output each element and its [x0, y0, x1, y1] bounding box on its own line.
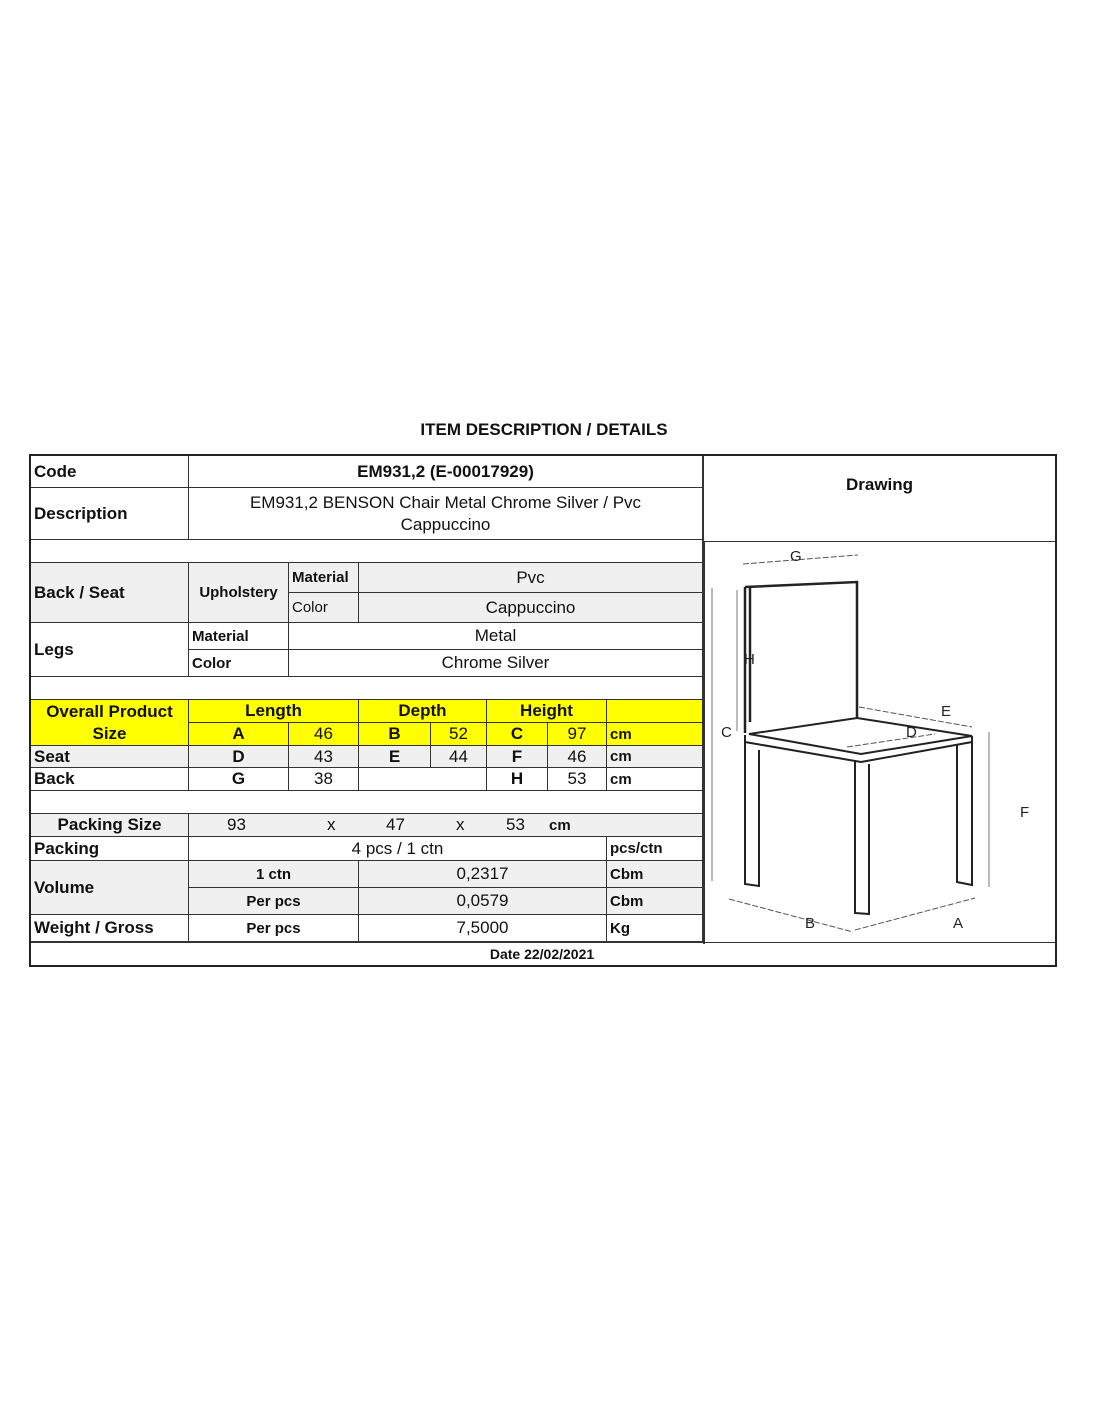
- volume-unit-pcs: Cbm: [607, 888, 703, 915]
- back-seat-label: Back / Seat: [31, 563, 189, 623]
- weight-value: 7,5000: [359, 915, 607, 942]
- packing-size-unit: cm: [549, 816, 571, 834]
- seat-label: Seat: [31, 746, 189, 768]
- back-label: Back: [31, 768, 189, 791]
- back-seat-color-label: Color: [289, 593, 359, 623]
- volume-basis-ctn: 1 ctn: [189, 861, 359, 888]
- packing-x-1: x: [327, 815, 336, 834]
- item-details-table: [29, 454, 1057, 967]
- packing-x-2: x: [456, 815, 465, 834]
- date-label: Date 22/02/2021: [489, 946, 595, 962]
- packing-height: 53: [506, 815, 525, 834]
- spacer-row: [31, 540, 703, 563]
- upholstery-label: Upholstery: [189, 563, 289, 623]
- volume-label: Volume: [31, 861, 189, 915]
- volume-basis-pcs: Per pcs: [189, 888, 359, 915]
- label-b: B: [805, 915, 816, 932]
- dim-letter-e: E: [359, 746, 431, 768]
- chair-drawing: [704, 542, 1056, 944]
- weight-unit: Kg: [607, 915, 703, 942]
- chair-leg-front: [855, 760, 869, 914]
- height-header: Height: [487, 700, 607, 723]
- dim-value-f: 46: [548, 746, 607, 768]
- unit-header: [607, 700, 703, 723]
- label-c: C: [721, 724, 732, 741]
- dim-value-a: 46: [289, 723, 359, 746]
- legs-color-label: Color: [189, 650, 289, 677]
- description-label: Description: [31, 488, 189, 540]
- legs-color-value: Chrome Silver: [289, 650, 703, 677]
- legs-material-value: Metal: [289, 623, 703, 650]
- packing-size-values: [189, 814, 703, 837]
- document-title: ITEM DESCRIPTION / DETAILS: [420, 420, 668, 439]
- weight-basis: Per pcs: [189, 915, 359, 942]
- packing-size-label: Packing Size: [31, 814, 189, 837]
- volume-unit-ctn: Cbm: [607, 861, 703, 888]
- packing-value: 4 pcs / 1 ctn: [189, 837, 607, 861]
- chair-back: [745, 582, 857, 733]
- dim-value-h: 53: [548, 768, 607, 791]
- chair-leg-right: [957, 742, 972, 885]
- spacer-row: [31, 791, 703, 814]
- overall-size-label: Overall Product Size: [31, 700, 189, 746]
- drawing-header: [704, 456, 1055, 542]
- chair-leg-back-left: [745, 742, 759, 886]
- dim-unit: cm: [607, 723, 703, 746]
- dim-value-c: 97: [548, 723, 607, 746]
- label-d: D: [906, 724, 917, 741]
- dim-value-d: 43: [289, 746, 359, 768]
- depth-header: Depth: [359, 700, 487, 723]
- label-a: A: [953, 915, 964, 932]
- dim-letter-d: D: [189, 746, 289, 768]
- back-seat-material-label: Material: [289, 563, 359, 593]
- back-seat-color-value: Cappuccino: [359, 593, 703, 623]
- packing-width: 47: [386, 815, 405, 834]
- code-label: Code: [31, 456, 189, 488]
- dim-letter-h: H: [487, 768, 548, 791]
- dim-letter-b: B: [359, 723, 431, 746]
- legs-label: Legs: [31, 623, 189, 677]
- dim-value-e: 44: [431, 746, 487, 768]
- dim-value-b: 52: [431, 723, 487, 746]
- seat-unit: cm: [607, 746, 703, 768]
- chair-diagram: [705, 542, 1056, 944]
- back-seat-material-value: Pvc: [359, 563, 703, 593]
- label-e: E: [941, 703, 952, 720]
- label-g: G: [790, 548, 802, 565]
- weight-label: Weight / Gross: [31, 915, 189, 942]
- dim-letter-g: G: [189, 768, 289, 791]
- spacer-row: [31, 677, 703, 700]
- drawing-header-label: Drawing: [845, 474, 914, 494]
- volume-value-pcs: 0,0579: [359, 888, 607, 915]
- dim-letter-a: A: [189, 723, 289, 746]
- legs-material-label: Material: [189, 623, 289, 650]
- label-h: H: [744, 651, 755, 668]
- packing-unit: pcs/ctn: [607, 837, 703, 861]
- label-f: F: [1020, 804, 1030, 821]
- dim-value-g: 38: [289, 768, 359, 791]
- dim-letter-f: F: [487, 746, 548, 768]
- dim-line-b: [729, 899, 853, 932]
- empty-depth-cell: [359, 768, 487, 791]
- volume-value-ctn: 0,2317: [359, 861, 607, 888]
- description-value: EM931,2 BENSON Chair Metal Chrome Silver / Pvc Cappuccino: [189, 488, 703, 540]
- packing-label: Packing: [31, 837, 189, 861]
- date-row: [31, 942, 1055, 965]
- back-unit: cm: [607, 768, 703, 791]
- code-value: EM931,2 (E-00017929): [189, 456, 703, 488]
- length-header: Length: [189, 700, 359, 723]
- dim-letter-c: C: [487, 723, 548, 746]
- packing-length: 93: [227, 815, 246, 834]
